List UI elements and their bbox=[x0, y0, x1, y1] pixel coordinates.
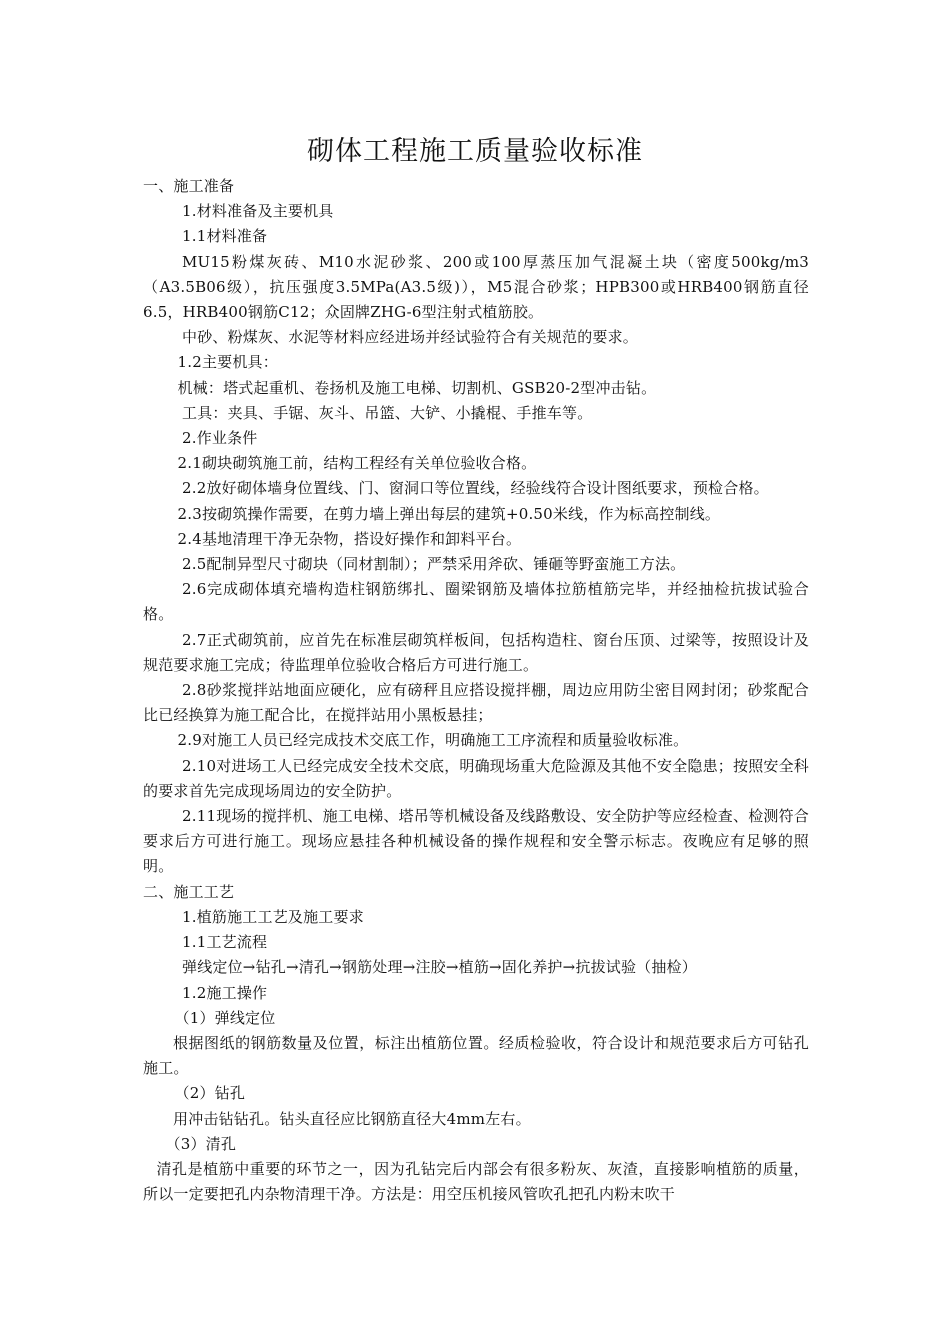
paragraph: 2.11现场的搅拌机、施工电梯、塔吊等机械设备及线路敷设、安全防护等应经检查、检测符合要求后方可进行施工。现场应悬挂各种机械设备的操作规程和安全警示标志。夜晚应有足够的照明。 bbox=[143, 807, 810, 876]
paragraph: 2.5配制异型尺寸砌块（同材割制）；严禁采用斧砍、锤砸等野蛮施工方法。 bbox=[182, 555, 686, 574]
subsection-heading: 1.植筋施工工艺及施工要求 bbox=[182, 907, 364, 926]
section-heading: 二、施工工艺 bbox=[143, 882, 235, 901]
paragraph: 中砂、粉煤灰、水泥等材料应经进场并经试验符合有关规范的要求。 bbox=[182, 328, 639, 347]
paragraph: 2.3按砌筑操作需要，在剪力墙上弹出每层的建筑+0.50米线，作为标高控制线。 bbox=[177, 504, 721, 523]
paragraph: 清孔是植筋中重要的环节之一，因为孔钻完后内部会有很多粉灰、灰渣，直接影响植筋的质量，所以一定要把孔内杂物清理干净。方法是：用空压机接风管吹孔把孔内粉末吹干 bbox=[143, 1159, 809, 1204]
process-flow: 弹线定位→钻孔→清孔→钢筋处理→注胶→植筋→固化养护→抗拔试验（抽检） bbox=[182, 958, 697, 977]
step-heading: （1）弹线定位 bbox=[174, 1008, 276, 1027]
paragraph: 用冲击钻钻孔。钻头直径应比钢筋直径大4mm左右。 bbox=[173, 1109, 531, 1128]
subsection-heading: 1.2施工操作 bbox=[182, 983, 268, 1002]
paragraph: 2.8砂浆搅拌站地面应硬化，应有磅秤且应搭设搅拌棚，周边应用防尘密目网封闭；砂浆配合比已经换算为施工配合比，在搅拌站用小黑板悬挂； bbox=[143, 681, 809, 725]
paragraph: MU15粉煤灰砖、M10水泥砂浆、200或100厚蒸压加气混凝土块（密度500kg/m3（A3.5B06级），抗压强度3.5MPa(A3.5级)），M5混合砂浆；HPB300或HRB400钢筋直径6.5，HRB400钢筋C12；众固牌ZHG-6型注射式植筋胶。 bbox=[143, 252, 809, 322]
subsection-heading: 1.1材料准备 bbox=[182, 227, 268, 246]
paragraph: 机械：塔式起重机、卷扬机及施工电梯、切割机、GSB20-2型冲击钻。 bbox=[177, 378, 657, 397]
paragraph: 2.2放好砌体墙身位置线、门、窗洞口等位置线，经验线符合设计图纸要求，预检合格。 bbox=[182, 479, 769, 498]
paragraph: 2.4基地清理干净无杂物，搭设好操作和卸料平台。 bbox=[177, 529, 522, 548]
subsection-heading: 1.材料准备及主要机具 bbox=[182, 202, 334, 221]
document-title: 砌体工程施工质量验收标准 bbox=[307, 136, 643, 167]
paragraph: 工具：夹具、手锯、灰斗、吊篮、大铲、小撬棍、手推车等。 bbox=[182, 403, 593, 422]
paragraph: 2.10对进场工人已经完成安全技术交底，明确现场重大危险源及其他不安全隐患；按照安全科的要求首先完成现场周边的安全防护。 bbox=[143, 756, 810, 800]
paragraph: 2.9对施工人员已经完成技术交底工作，明确施工工序流程和质量验收标准。 bbox=[177, 731, 689, 750]
subsection-heading: 2.作业条件 bbox=[182, 429, 258, 448]
section-heading: 一、施工准备 bbox=[143, 177, 235, 195]
paragraph: 2.7正式砌筑前，应首先在标准层砌筑样板间，包括构造柱、窗台压顶、过梁等，按照设计及规范要求施工完成；待监理单位验收合格后方可进行施工。 bbox=[143, 630, 809, 674]
document-body bbox=[143, 174, 809, 1207]
step-heading: （3）清孔 bbox=[165, 1134, 237, 1153]
paragraph: 2.1砌块砌筑施工前，结构工程经有关单位验收合格。 bbox=[177, 454, 537, 473]
step-heading: （2）钻孔 bbox=[174, 1084, 246, 1103]
paragraph: 2.6完成砌体填充墙构造柱钢筋绑扎、圈梁钢筋及墙体拉筋植筋完毕，并经抽检抗拔试验合格。 bbox=[143, 580, 809, 624]
subsection-heading: 1.1工艺流程 bbox=[182, 933, 268, 952]
paragraph: 根据图纸的钢筋数量及位置，标注出植筋位置。经质检验收，符合设计和规范要求后方可钻孔施工。 bbox=[143, 1033, 809, 1078]
subsection-heading: 1.2主要机具： bbox=[177, 353, 278, 372]
